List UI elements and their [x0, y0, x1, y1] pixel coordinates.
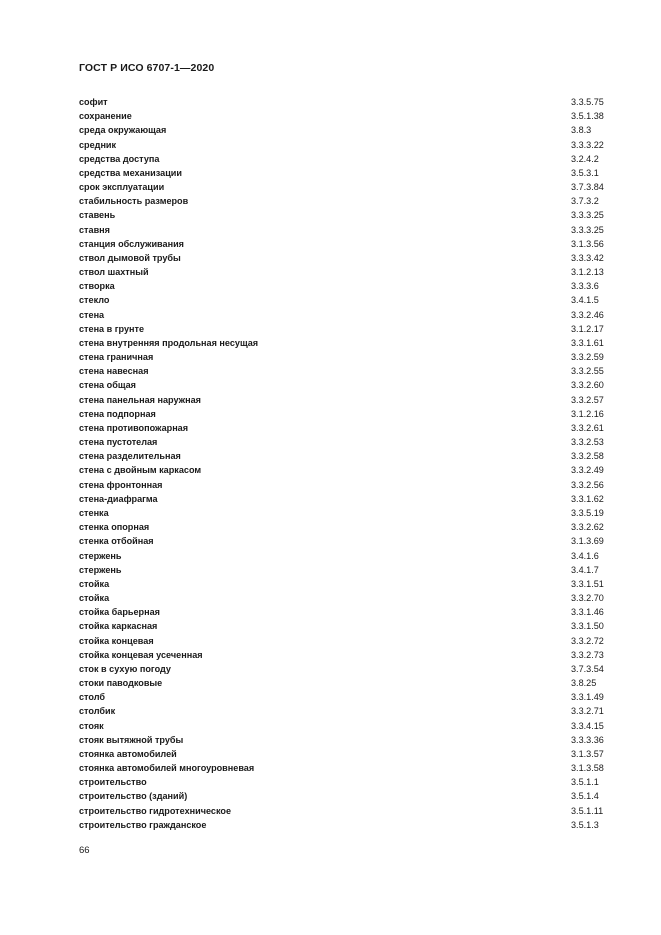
entry-term: стойка концевая — [79, 635, 154, 646]
entry-term: стоки паводковые — [79, 678, 163, 689]
entry-reference: 3.3.2.62 — [571, 522, 604, 533]
entry-reference: 3.5.1.1 — [571, 777, 599, 788]
index-entry — [79, 690, 619, 704]
entry-term: ставень — [79, 210, 116, 221]
index-entry — [79, 534, 619, 548]
entry-reference: 3.4.1.6 — [571, 550, 599, 561]
entry-term: стойка барьерная — [79, 607, 160, 618]
entry-term: стенка — [79, 507, 109, 518]
entry-term: ствол дымовой трубы — [79, 252, 181, 263]
index-entry — [79, 293, 619, 307]
entry-term: срок эксплуатации — [79, 182, 165, 193]
entry-reference: 3.7.3.84 — [571, 182, 604, 193]
index-entry — [79, 605, 619, 619]
index-entry — [79, 95, 619, 109]
entry-reference: 3.3.2.58 — [571, 451, 604, 462]
entry-reference: 3.2.4.2 — [571, 153, 599, 164]
index-entry — [79, 223, 619, 237]
entry-reference: 3.3.1.62 — [571, 493, 604, 504]
index-entry — [79, 676, 619, 690]
entry-reference: 3.3.2.73 — [571, 649, 604, 660]
index-entry — [79, 648, 619, 662]
entry-reference: 3.1.3.56 — [571, 238, 604, 249]
index-entry — [79, 336, 619, 350]
index-entry — [79, 180, 619, 194]
entry-reference: 3.5.1.4 — [571, 791, 599, 802]
entry-term: стойка — [79, 593, 110, 604]
entry-term: строительство гражданское — [79, 819, 207, 830]
entry-reference: 3.4.1.5 — [571, 295, 599, 306]
entry-reference: 3.3.5.19 — [571, 507, 604, 518]
entry-reference: 3.3.4.15 — [571, 720, 604, 731]
index-entry — [79, 506, 619, 520]
entry-reference: 3.5.1.3 — [571, 819, 599, 830]
entry-term: стабильность размеров — [79, 196, 189, 207]
index-entry — [79, 619, 619, 633]
index-entry — [79, 719, 619, 733]
index-entry — [79, 237, 619, 251]
entry-term: стена панельная наружная — [79, 394, 201, 405]
index-entry — [79, 393, 619, 407]
entry-term: стена противопожарная — [79, 422, 189, 433]
entry-term: стойка концевая усеченная — [79, 649, 203, 660]
entry-reference: 3.3.1.50 — [571, 621, 604, 632]
index-entry — [79, 733, 619, 747]
entry-reference: 3.8.3 — [571, 125, 592, 136]
entry-reference: 3.3.2.70 — [571, 593, 604, 604]
entry-term: стержень — [79, 550, 122, 561]
entry-term: стекло — [79, 295, 110, 306]
entry-term: столбик — [79, 706, 116, 717]
entry-term: средник — [79, 139, 117, 150]
entry-reference: 3.3.3.42 — [571, 252, 604, 263]
index-entry — [79, 138, 619, 152]
entry-reference: 3.3.1.49 — [571, 692, 604, 703]
entry-term: ствол шахтный — [79, 267, 149, 278]
entry-reference: 3.3.2.59 — [571, 352, 604, 363]
entry-term: стена граничная — [79, 352, 154, 363]
entry-reference: 3.3.3.36 — [571, 734, 604, 745]
entry-reference: 3.3.2.55 — [571, 366, 604, 377]
index-entry — [79, 265, 619, 279]
entry-reference: 3.3.3.6 — [571, 281, 599, 292]
entry-reference: 3.3.3.22 — [571, 139, 604, 150]
entry-term: стойка — [79, 578, 110, 589]
entry-term: стена пустотелая — [79, 437, 158, 448]
term-index-list — [79, 95, 619, 832]
entry-reference: 3.7.3.54 — [571, 663, 604, 674]
entry-reference: 3.4.1.7 — [571, 564, 599, 575]
entry-term: строительство (зданий) — [79, 791, 188, 802]
entry-reference: 3.1.3.58 — [571, 763, 604, 774]
index-entry — [79, 308, 619, 322]
entry-term: средства механизации — [79, 167, 182, 178]
entry-term: строительство — [79, 777, 147, 788]
index-entry — [79, 208, 619, 222]
entry-reference: 3.3.1.51 — [571, 578, 604, 589]
index-entry — [79, 520, 619, 534]
entry-reference: 3.1.3.69 — [571, 536, 604, 547]
entry-reference: 3.3.1.46 — [571, 607, 604, 618]
index-entry — [79, 591, 619, 605]
index-entry — [79, 166, 619, 180]
entry-reference: 3.5.1.38 — [571, 111, 604, 122]
entry-reference: 3.1.3.57 — [571, 748, 604, 759]
index-entry — [79, 407, 619, 421]
entry-reference: 3.1.2.13 — [571, 267, 604, 278]
index-entry — [79, 435, 619, 449]
entry-term: стояк вытяжной трубы — [79, 734, 184, 745]
entry-term: стена внутренняя продольная несущая — [79, 337, 259, 348]
entry-term: софит — [79, 97, 108, 107]
entry-term: стена подпорная — [79, 408, 156, 419]
entry-reference: 3.3.5.75 — [571, 97, 604, 107]
index-entry — [79, 109, 619, 123]
entry-term: стена навесная — [79, 366, 149, 377]
index-entry — [79, 322, 619, 336]
entry-reference: 3.3.3.25 — [571, 210, 604, 221]
entry-term: стена с двойным каркасом — [79, 465, 202, 476]
index-entry — [79, 449, 619, 463]
index-entry — [79, 704, 619, 718]
index-entry — [79, 492, 619, 506]
index-entry — [79, 747, 619, 761]
entry-term: станция обслуживания — [79, 238, 184, 249]
index-entry — [79, 350, 619, 364]
entry-term: столб — [79, 692, 105, 703]
document-header: ГОСТ Р ИСО 6707-1—2020 — [79, 62, 215, 74]
entry-term: стена в грунте — [79, 323, 145, 334]
index-entry — [79, 761, 619, 775]
entry-term: стойка каркасная — [79, 621, 158, 632]
entry-term: стенка отбойная — [79, 536, 154, 547]
index-entry — [79, 804, 619, 818]
index-entry — [79, 194, 619, 208]
entry-term: стена-диафрагма — [79, 493, 158, 504]
entry-reference: 3.3.2.60 — [571, 380, 604, 391]
entry-term: строительство гидротехническое — [79, 805, 232, 816]
entry-term: среда окружающая — [79, 125, 167, 136]
index-entry — [79, 634, 619, 648]
entry-reference: 3.5.3.1 — [571, 167, 599, 178]
index-entry — [79, 364, 619, 378]
entry-term: стенка опорная — [79, 522, 150, 533]
entry-term: створка — [79, 281, 115, 292]
entry-term: стена фронтонная — [79, 479, 163, 490]
index-entry — [79, 563, 619, 577]
index-entry — [79, 789, 619, 803]
entry-reference: 3.3.2.61 — [571, 422, 604, 433]
entry-reference: 3.3.2.57 — [571, 394, 604, 405]
index-entry — [79, 818, 619, 832]
index-entry — [79, 775, 619, 789]
entry-term: стоянка автомобилей многоуровневая — [79, 763, 255, 774]
index-entry — [79, 463, 619, 477]
index-entry — [79, 378, 619, 392]
entry-term: сток в сухую погоду — [79, 663, 171, 674]
entry-reference: 3.1.2.17 — [571, 323, 604, 334]
entry-reference: 3.3.2.71 — [571, 706, 604, 717]
entry-reference: 3.5.1.11 — [571, 805, 604, 816]
entry-reference: 3.3.2.49 — [571, 465, 604, 476]
index-entry — [79, 478, 619, 492]
page-number: 66 — [79, 845, 90, 856]
entry-term: стена общая — [79, 380, 136, 391]
index-entry — [79, 251, 619, 265]
entry-term: стена разделительная — [79, 451, 181, 462]
index-entry — [79, 123, 619, 137]
entry-term: стержень — [79, 564, 122, 575]
entry-term: сохранение — [79, 111, 132, 122]
entry-term: стояк — [79, 720, 104, 731]
index-entry — [79, 421, 619, 435]
entry-reference: 3.3.2.46 — [571, 309, 604, 320]
entry-reference: 3.1.2.16 — [571, 408, 604, 419]
entry-term: стена — [79, 309, 105, 320]
index-entry — [79, 152, 619, 166]
entry-reference: 3.3.2.56 — [571, 479, 604, 490]
index-entry — [79, 577, 619, 591]
entry-reference: 3.3.2.53 — [571, 437, 604, 448]
index-entry — [79, 279, 619, 293]
entry-reference: 3.3.3.25 — [571, 224, 604, 235]
entry-reference: 3.8.25 — [571, 678, 597, 689]
entry-term: средства доступа — [79, 153, 160, 164]
index-entry — [79, 549, 619, 563]
entry-reference: 3.3.2.72 — [571, 635, 604, 646]
entry-term: стоянка автомобилей — [79, 748, 177, 759]
entry-term: ставня — [79, 224, 110, 235]
entry-reference: 3.7.3.2 — [571, 196, 599, 207]
entry-reference: 3.3.1.61 — [571, 337, 604, 348]
index-entry — [79, 662, 619, 676]
